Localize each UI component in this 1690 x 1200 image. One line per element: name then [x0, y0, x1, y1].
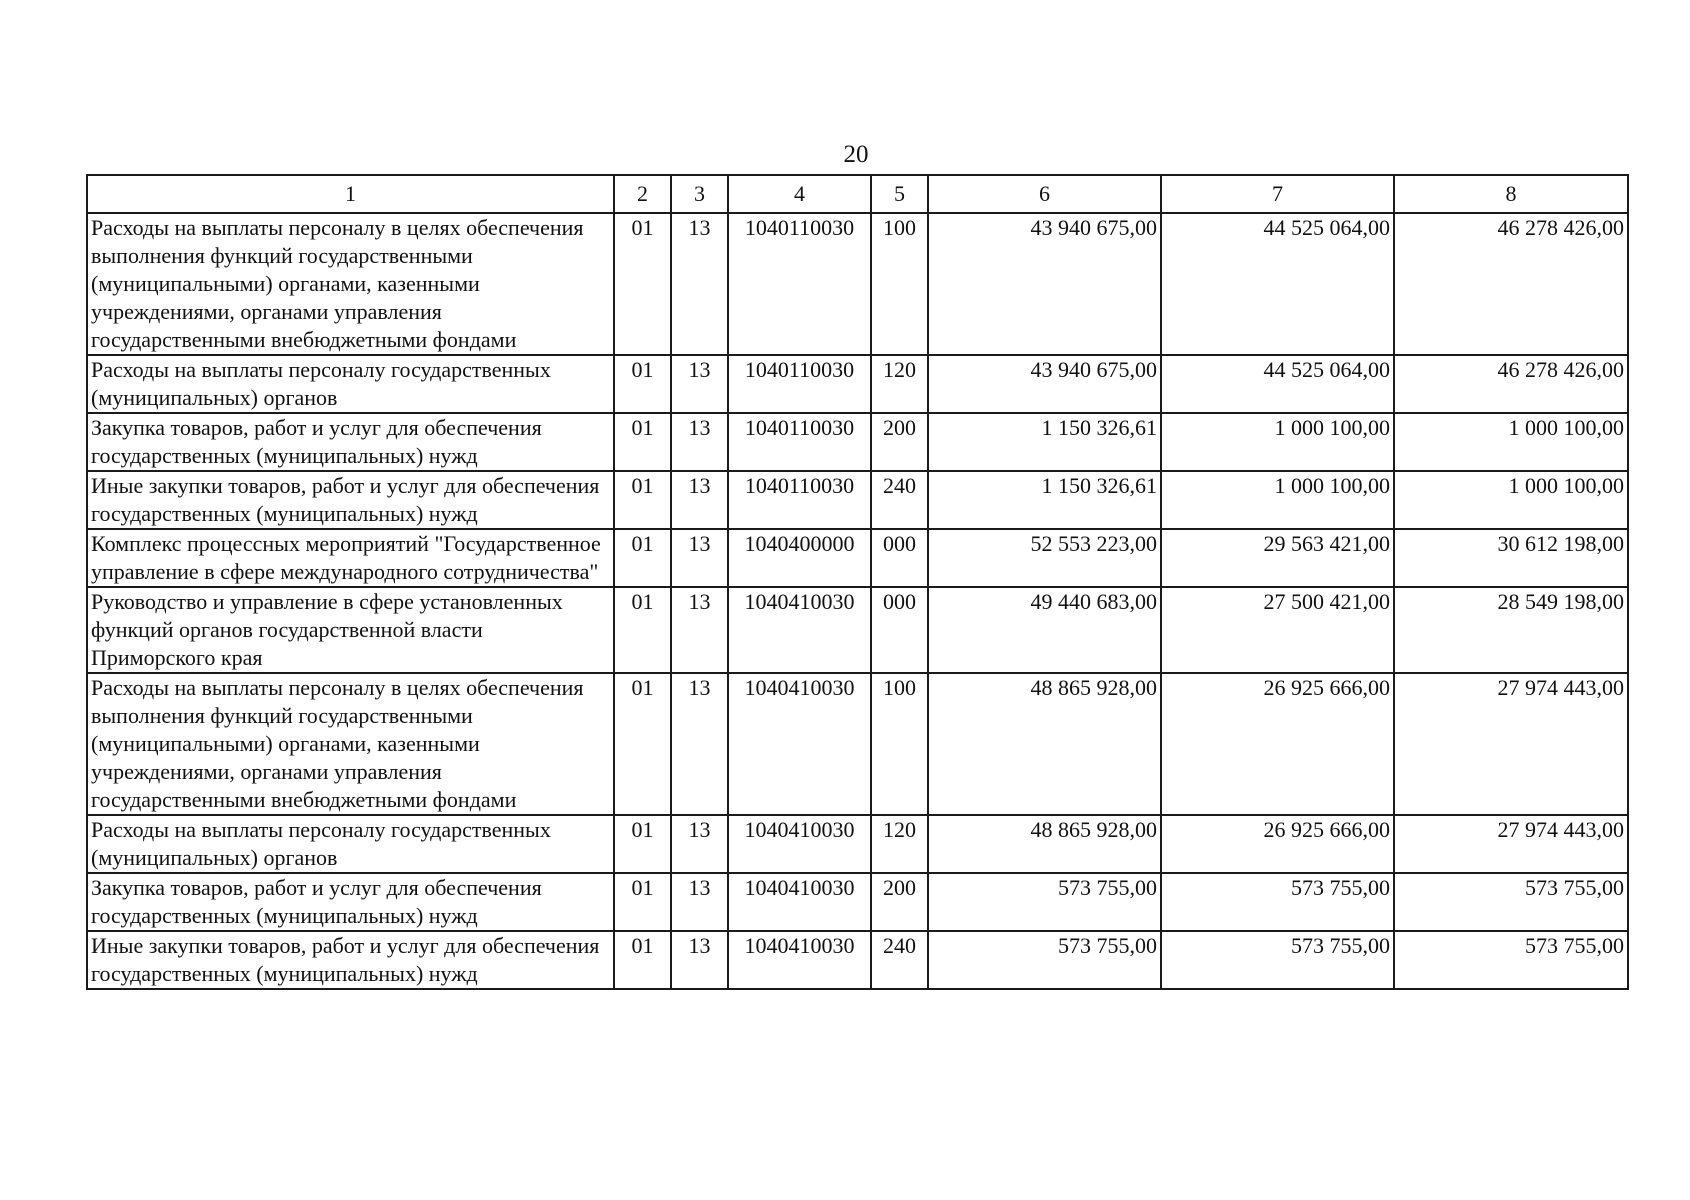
- row-target-article: 1040110030: [728, 471, 871, 529]
- row-section-code: 01: [614, 673, 671, 815]
- row-subsection-code: 13: [671, 815, 728, 873]
- row-amount-col6: 49 440 683,00: [928, 587, 1161, 673]
- row-subsection-code: 13: [671, 471, 728, 529]
- row-subsection-code: 13: [671, 873, 728, 931]
- row-amount-col7: 44 525 064,00: [1161, 355, 1394, 413]
- row-amount-col7: 26 925 666,00: [1161, 673, 1394, 815]
- row-section-code: 01: [614, 873, 671, 931]
- row-target-article: 1040110030: [728, 355, 871, 413]
- row-expense-type: 100: [871, 213, 928, 355]
- row-amount-col8: 30 612 198,00: [1394, 529, 1628, 587]
- row-amount-col6: 1 150 326,61: [928, 471, 1161, 529]
- column-header-6: 6: [928, 175, 1161, 213]
- row-subsection-code: 13: [671, 673, 728, 815]
- table-row: [87, 355, 1628, 413]
- row-section-code: 01: [614, 931, 671, 989]
- row-amount-col7: 573 755,00: [1161, 931, 1394, 989]
- row-target-article: 1040410030: [728, 873, 871, 931]
- row-target-article: 1040110030: [728, 413, 871, 471]
- row-name: Иные закупки товаров, работ и услуг для обеспечения государственных (муниципальных) нужд: [87, 471, 614, 529]
- column-header-7: 7: [1161, 175, 1394, 213]
- column-header-2: 2: [614, 175, 671, 213]
- row-name: Расходы на выплаты персоналу государственных (муниципальных) органов: [87, 355, 614, 413]
- row-subsection-code: 13: [671, 587, 728, 673]
- row-amount-col7: 573 755,00: [1161, 873, 1394, 931]
- row-expense-type: 000: [871, 587, 928, 673]
- row-amount-col6: 573 755,00: [928, 873, 1161, 931]
- row-amount-col8: 1 000 100,00: [1394, 413, 1628, 471]
- row-expense-type: 240: [871, 931, 928, 989]
- table-row: [87, 931, 1628, 989]
- row-amount-col8: 28 549 198,00: [1394, 587, 1628, 673]
- row-expense-type: 240: [871, 471, 928, 529]
- row-name: Иные закупки товаров, работ и услуг для обеспечения государственных (муниципальных) нужд: [87, 931, 614, 989]
- budget-table: [86, 174, 1629, 990]
- row-target-article: 1040410030: [728, 673, 871, 815]
- page-number: 20: [843, 141, 869, 168]
- row-amount-col6: 43 940 675,00: [928, 355, 1161, 413]
- row-subsection-code: 13: [671, 355, 728, 413]
- table-row: [87, 213, 1628, 355]
- row-amount-col6: 48 865 928,00: [928, 673, 1161, 815]
- row-amount-col8: 46 278 426,00: [1394, 355, 1628, 413]
- row-expense-type: 100: [871, 673, 928, 815]
- row-expense-type: 200: [871, 873, 928, 931]
- row-amount-col6: 48 865 928,00: [928, 815, 1161, 873]
- row-amount-col7: 27 500 421,00: [1161, 587, 1394, 673]
- row-section-code: 01: [614, 815, 671, 873]
- row-amount-col7: 29 563 421,00: [1161, 529, 1394, 587]
- column-header-3: 3: [671, 175, 728, 213]
- row-name: Комплекс процессных мероприятий "Государственное управление в сфере международного сотрудничества": [87, 529, 614, 587]
- table-row: [87, 587, 1628, 673]
- row-amount-col6: 52 553 223,00: [928, 529, 1161, 587]
- row-section-code: 01: [614, 413, 671, 471]
- column-header-1: 1: [87, 175, 614, 213]
- row-name: Руководство и управление в сфере установленных функций органов государственной власти Приморского края: [87, 587, 614, 673]
- row-amount-col8: 27 974 443,00: [1394, 673, 1628, 815]
- row-target-article: 1040410030: [728, 931, 871, 989]
- row-name: Расходы на выплаты персоналу государственных (муниципальных) органов: [87, 815, 614, 873]
- row-section-code: 01: [614, 213, 671, 355]
- row-name: Расходы на выплаты персоналу в целях обеспечения выполнения функций государственными (муниципальными) органами, казенными учреждениями, органами управления государственными внебюджетными фондами: [87, 213, 614, 355]
- row-section-code: 01: [614, 471, 671, 529]
- row-name: Закупка товаров, работ и услуг для обеспечения государственных (муниципальных) нужд: [87, 873, 614, 931]
- row-amount-col8: 46 278 426,00: [1394, 213, 1628, 355]
- table-row: [87, 815, 1628, 873]
- row-section-code: 01: [614, 587, 671, 673]
- row-expense-type: 120: [871, 815, 928, 873]
- row-amount-col7: 44 525 064,00: [1161, 213, 1394, 355]
- column-header-5: 5: [871, 175, 928, 213]
- table-row: [87, 471, 1628, 529]
- row-amount-col8: 573 755,00: [1394, 931, 1628, 989]
- row-amount-col8: 573 755,00: [1394, 873, 1628, 931]
- row-amount-col8: 27 974 443,00: [1394, 815, 1628, 873]
- table-row: [87, 529, 1628, 587]
- row-target-article: 1040400000: [728, 529, 871, 587]
- row-amount-col7: 26 925 666,00: [1161, 815, 1394, 873]
- row-amount-col7: 1 000 100,00: [1161, 471, 1394, 529]
- row-section-code: 01: [614, 529, 671, 587]
- row-amount-col6: 43 940 675,00: [928, 213, 1161, 355]
- row-amount-col8: 1 000 100,00: [1394, 471, 1628, 529]
- row-subsection-code: 13: [671, 529, 728, 587]
- row-expense-type: 120: [871, 355, 928, 413]
- row-amount-col6: 573 755,00: [928, 931, 1161, 989]
- row-amount-col6: 1 150 326,61: [928, 413, 1161, 471]
- row-expense-type: 000: [871, 529, 928, 587]
- row-target-article: 1040410030: [728, 815, 871, 873]
- row-expense-type: 200: [871, 413, 928, 471]
- table-row: [87, 873, 1628, 931]
- table-row: [87, 413, 1628, 471]
- row-subsection-code: 13: [671, 213, 728, 355]
- row-target-article: 1040110030: [728, 213, 871, 355]
- header-row: [87, 175, 1628, 213]
- table-row: [87, 673, 1628, 815]
- row-name: Расходы на выплаты персоналу в целях обеспечения выполнения функций государственными (муниципальными) органами, казенными учреждениями, органами управления государственными внебюджетными фондами: [87, 673, 614, 815]
- row-subsection-code: 13: [671, 931, 728, 989]
- row-subsection-code: 13: [671, 413, 728, 471]
- row-target-article: 1040410030: [728, 587, 871, 673]
- row-name: Закупка товаров, работ и услуг для обеспечения государственных (муниципальных) нужд: [87, 413, 614, 471]
- column-header-8: 8: [1394, 175, 1628, 213]
- column-header-4: 4: [728, 175, 871, 213]
- row-amount-col7: 1 000 100,00: [1161, 413, 1394, 471]
- row-section-code: 01: [614, 355, 671, 413]
